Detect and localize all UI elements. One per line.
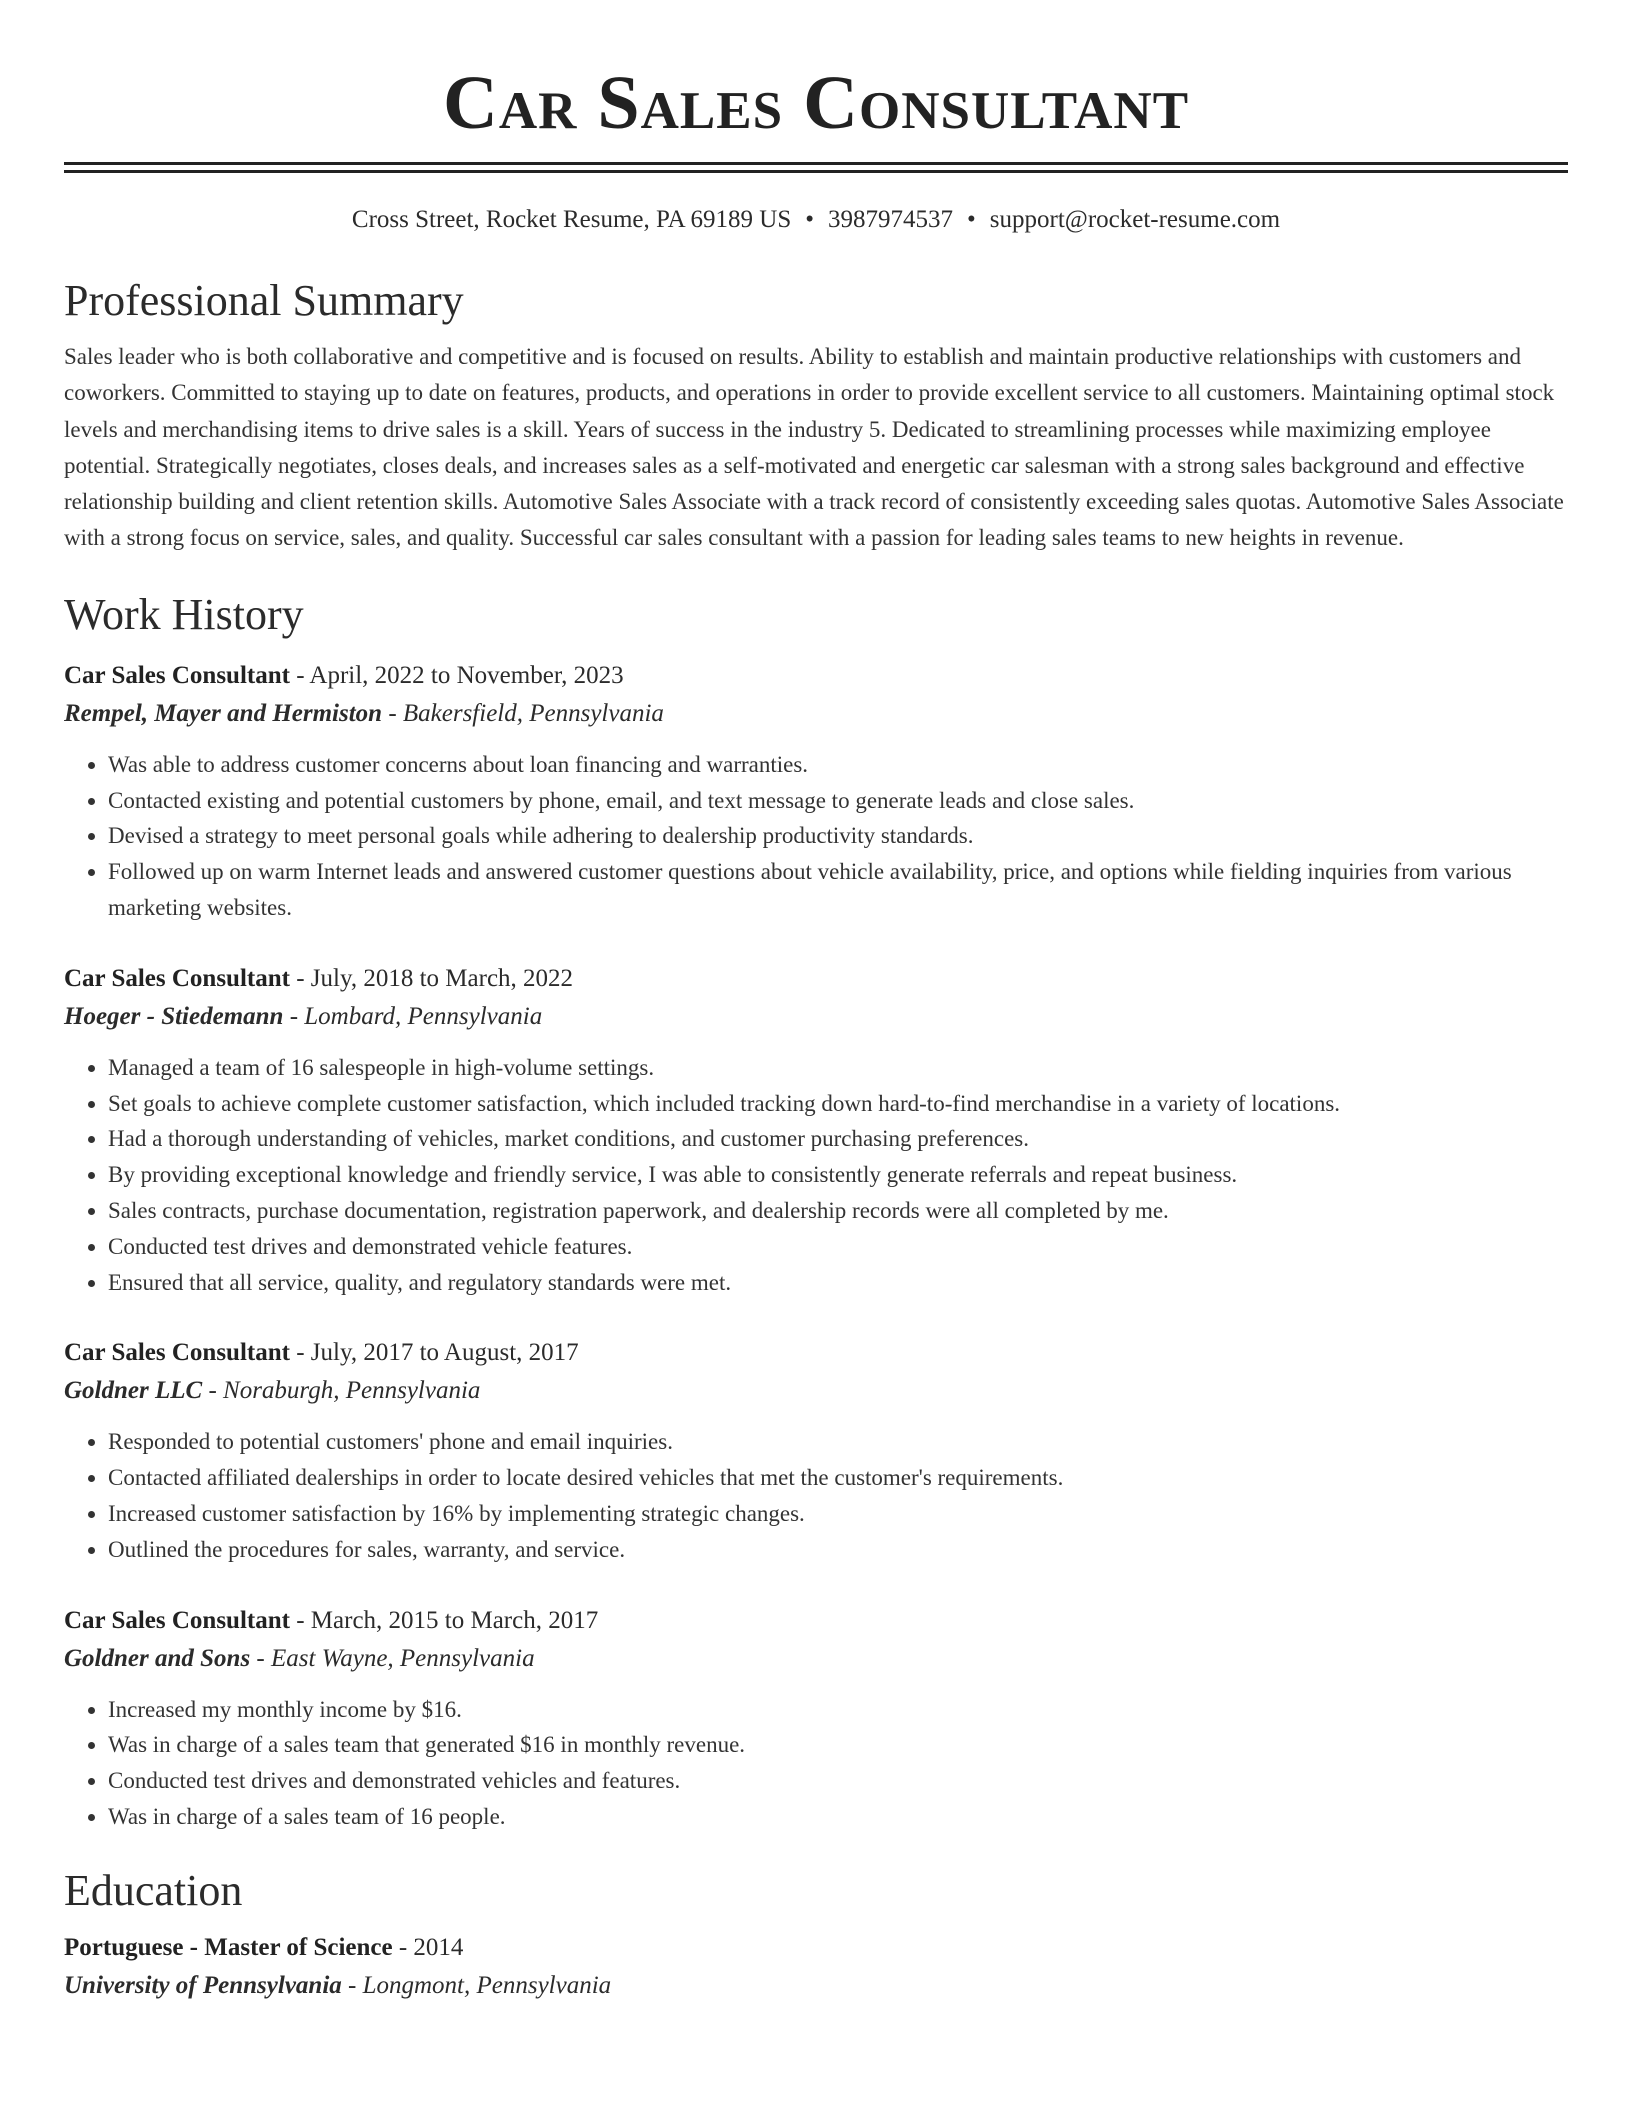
job-duty-item: • Outlined the procedures for sales, warranty, and service. [108, 1532, 1568, 1568]
job-dates: - April, 2022 to November, 2023 [289, 661, 624, 689]
job-location: - Bakersfield, Pennsylvania [382, 699, 664, 727]
job-duty-item: • Had a thorough understanding of vehicles, market conditions, and customer purchasing preferences. [108, 1121, 1568, 1157]
job-duties-list [64, 747, 1568, 926]
job-title-line [64, 960, 1568, 998]
job-duty-item: • Responded to potential customers' phone and email inquiries. [108, 1424, 1568, 1460]
job-entry [64, 657, 1568, 926]
job-duty-item: • Ensured that all service, quality, and regulatory standards were met. [108, 1265, 1568, 1301]
job-duties-list [64, 1424, 1568, 1567]
job-title: Car Sales Consultant [64, 964, 290, 992]
job-entry [64, 1334, 1568, 1567]
summary-text: Sales leader who is both collaborative and competitive and is focused on results. Ability to establish and maintain productive relationships with customers and coworkers. Committed to staying up to date on features, products, and operations in order to provide excellent service to all customers. Maintaining optimal stock levels and merchandising items to drive sales is a skill. Years of success in the industry 5. Dedicated to streamlining processes while maximizing employee potential. Strategically negotiates, closes deals, and increases sales as a self-motivated and energetic car salesman with a strong sales background and effective relationship building and client retention skills. Automotive Sales Associate with a track record of consistently exceeding sales quotas. Automotive Sales Associate with a strong focus on service, sales, and quality. Successful car sales consultant with a passion for leading sales teams to new heights in revenue. [64, 344, 1564, 551]
education-degree: Portuguese - Master of Science [64, 1933, 393, 1961]
job-duty-item: • Sales contracts, purchase documentation, registration paperwork, and dealership records were all completed by me. [108, 1193, 1568, 1229]
contact-address: Cross Street, Rocket Resume, PA 69189 US [351, 206, 792, 233]
job-title: Car Sales Consultant [64, 1606, 290, 1634]
job-title-line [64, 657, 1568, 695]
job-company: Rempel, Mayer and Hermiston [64, 699, 383, 727]
job-duty-item: • Devised a strategy to meet personal goals while adhering to dealership productivity standards. [108, 818, 1568, 854]
job-duty-item: • Increased customer satisfaction by 16% by implementing strategic changes. [108, 1496, 1568, 1532]
job-duty-item: • Set goals to achieve complete customer satisfaction, which included tracking down hard-to-find merchandise in a variety of locations. [108, 1086, 1568, 1122]
contact-phone: 3987974537 [828, 206, 954, 233]
job-duty-item: • Contacted affiliated dealerships in order to locate desired vehicles that met the customer's requirements. [108, 1460, 1568, 1496]
education-school-line [64, 1967, 1568, 2005]
job-duty-item: • Followed up on warm Internet leads and answered customer questions about vehicle availability, price, and options while fielding inquiries from various marketing websites. [108, 854, 1568, 926]
job-company-line [64, 1372, 1568, 1410]
education-heading: Education [64, 1865, 243, 1915]
job-company: Goldner and Sons [64, 1644, 251, 1672]
job-title: Car Sales Consultant [64, 1339, 290, 1367]
job-company: Hoeger - Stiedemann [64, 1002, 284, 1030]
job-company-line [64, 1640, 1568, 1678]
work-history-list [64, 657, 1568, 1835]
contact-separator: • [805, 206, 815, 233]
education-location: - Longmont, Pennsylvania [341, 1971, 612, 1999]
job-duty-item: • By providing exceptional knowledge and friendly service, I was able to consistently generate referrals and repeat business. [108, 1157, 1568, 1193]
job-duty-item: • Increased my monthly income by $16. [108, 1692, 1568, 1728]
job-company-line [64, 695, 1568, 733]
work-history-heading: Work History [64, 589, 304, 639]
job-duty-item: • Contacted existing and potential customers by phone, email, and text message to generate leads and close sales. [108, 783, 1568, 819]
education-school: University of Pennsylvania [64, 1971, 342, 1999]
education-year: - 2014 [392, 1933, 464, 1961]
job-entry [64, 960, 1568, 1301]
contact-separator: • [967, 206, 976, 233]
job-company: Goldner LLC [64, 1377, 203, 1405]
job-location: - Noraburgh, Pennsylvania [202, 1377, 481, 1405]
contact-email: support@rocket-resume.com [989, 206, 1281, 233]
education-degree-line [64, 1929, 1568, 1967]
contact-line [64, 203, 1568, 237]
job-dates: - July, 2017 to August, 2017 [289, 1339, 579, 1367]
job-duty-item: • Conducted test drives and demonstrated vehicle features. [108, 1229, 1568, 1265]
title-double-rule [64, 162, 1568, 173]
job-duty-item: • Managed a team of 16 salespeople in high-volume settings. [108, 1050, 1568, 1086]
education-entry [64, 1929, 1568, 2005]
job-title: Car Sales Consultant [64, 661, 290, 689]
job-duty-item: • Was in charge of a sales team of 16 people. [108, 1799, 1568, 1835]
job-duty-item: • Was in charge of a sales team that generated $16 in monthly revenue. [108, 1727, 1568, 1763]
job-dates: - March, 2015 to March, 2017 [289, 1606, 599, 1634]
job-duties-list [64, 1692, 1568, 1835]
job-title-line [64, 1602, 1568, 1640]
job-duties-list [64, 1050, 1568, 1301]
job-title-line [64, 1334, 1568, 1372]
job-entry [64, 1602, 1568, 1835]
summary-heading: Professional Summary [64, 276, 464, 325]
job-duty-item: • Was able to address customer concerns about loan financing and warranties. [108, 747, 1568, 783]
resume-title: Car Sales Consultant [442, 61, 1190, 145]
job-company-line [64, 998, 1568, 1036]
job-location: - East Wayne, Pennsylvania [250, 1644, 535, 1672]
job-duty-item: • Conducted test drives and demonstrated vehicles and features. [108, 1763, 1568, 1799]
job-dates: - July, 2018 to March, 2022 [289, 964, 574, 992]
job-location: - Lombard, Pennsylvania [283, 1002, 543, 1030]
